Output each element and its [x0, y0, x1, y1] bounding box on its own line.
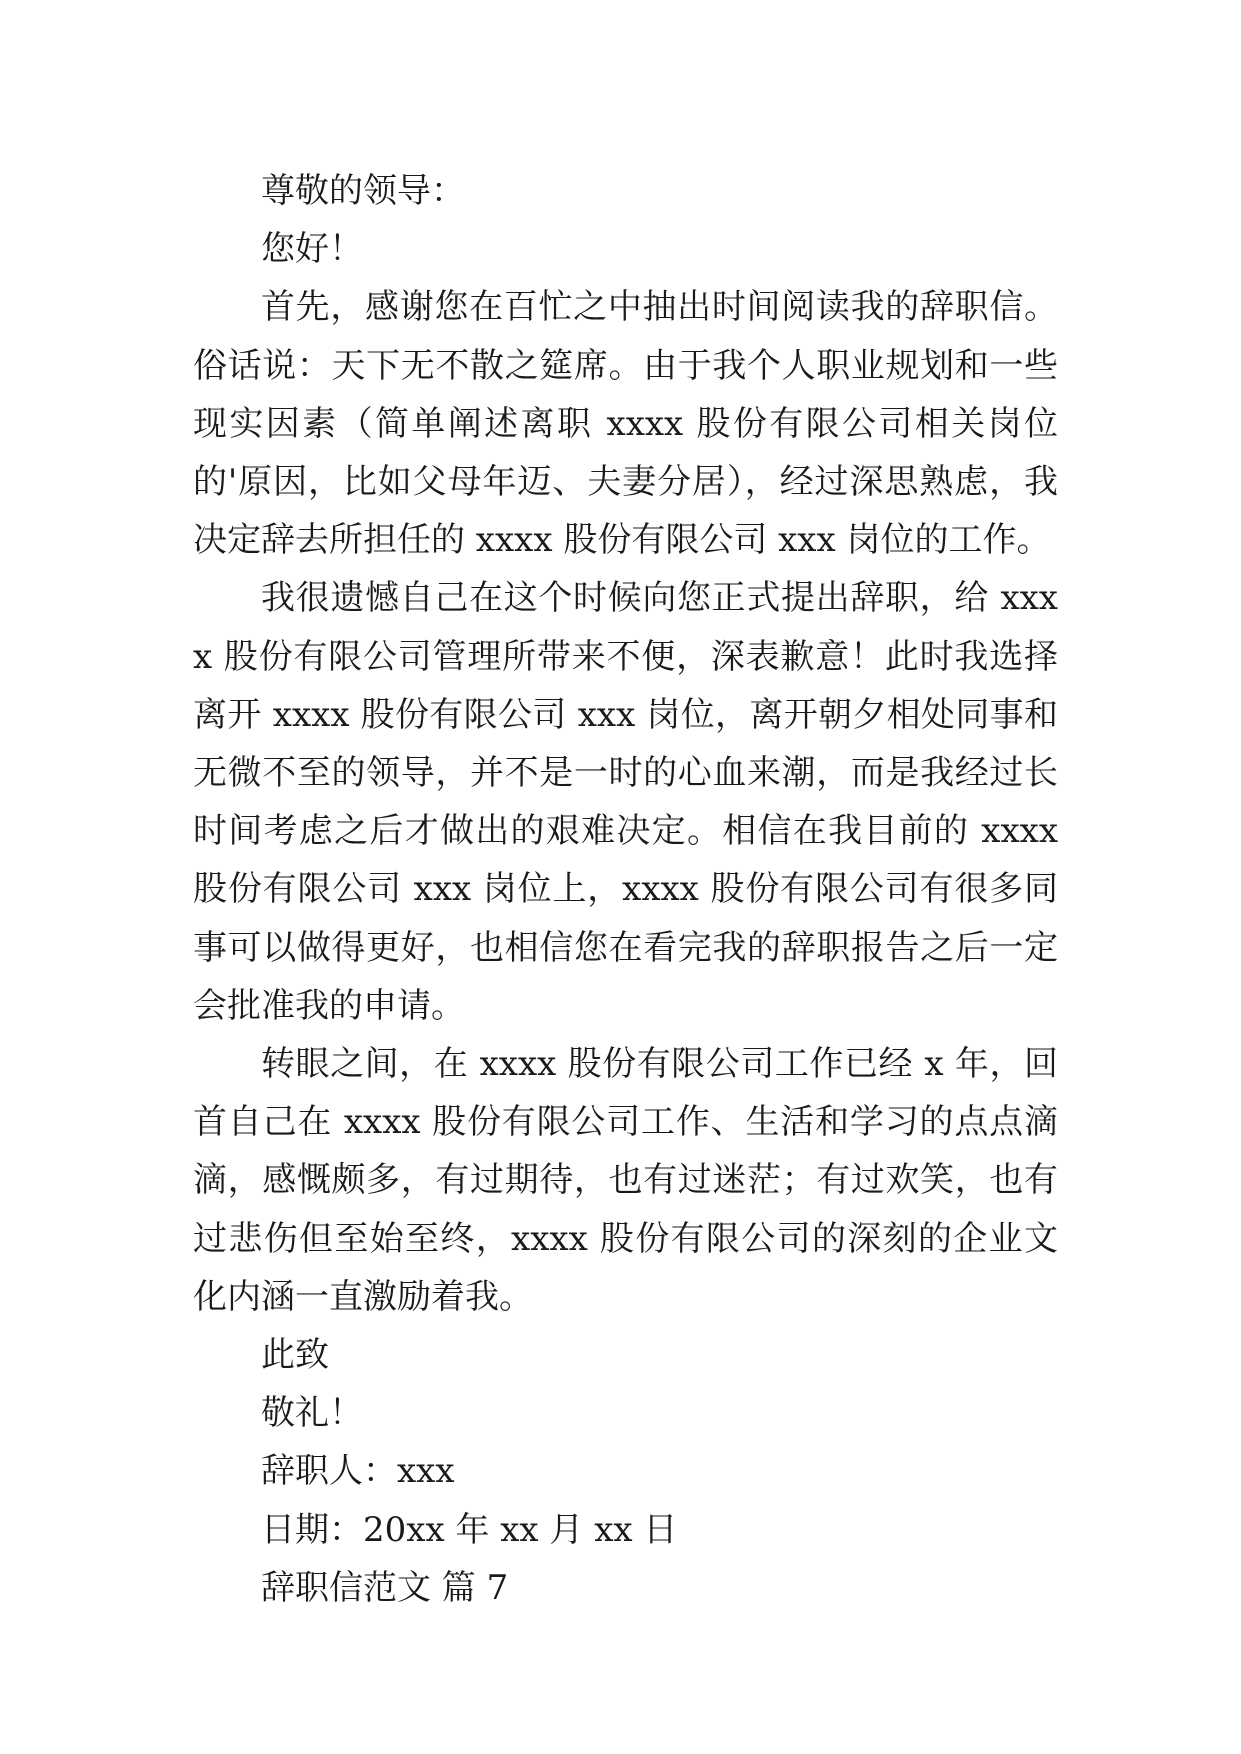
letter-body: [193, 162, 1058, 1617]
closing-line-1: 此致: [261, 1335, 329, 1376]
next-section-heading: 辞职信范文 篇 7: [261, 1567, 509, 1608]
date-line: 日期：20xx 年 xx 月 xx 日: [261, 1509, 678, 1550]
paragraph-2: 我很遗憾自己在这个时候向您正式提出辞职，给 xxxx 股份有限公司管理所带来不便，深表歉意！此时我选择离开 xxxx 股份有限公司 xxx 岗位，离开朝夕相处同事和无微不至的领导，并不是一时的心血来潮，而是我经过长时间考虑之后才做出的艰难决定。相信在我目前的 xxxx 股份有限公司 xxx 岗位上，xxxx 股份有限公司有很多同事可以做得更好，也相信您在看完我的辞职报告之后一定会批准我的申请。: [193, 578, 1058, 1026]
salutation: 尊敬的领导：: [261, 171, 465, 211]
signer-line: 辞职人：xxx: [261, 1451, 455, 1492]
paragraph-1: 首先，感谢您在百忙之中抽出时间阅读我的辞职信。俗话说：天下无不散之筵席。由于我个人职业规划和一些现实因素（简单阐述离职 xxxx 股份有限公司相关岗位的'原因，比如父母年迈、夫妻分居），经过深思熟虑，我决定辞去所担任的 xxxx 股份有限公司 xxx 岗位的工作。: [193, 287, 1058, 561]
paragraph-3: 转眼之间，在 xxxx 股份有限公司工作已经 x 年，回首自己在 xxxx 股份有限公司工作、生活和学习的点点滴滴，感慨颇多，有过期待，也有过迷茫；有过欢笑，也有过悲伤但至始至终，xxxx 股份有限公司的深刻的企业文化内涵一直激励着我。: [193, 1044, 1058, 1317]
closing-line-2: 敬礼！: [261, 1393, 363, 1434]
greeting: 您好！: [261, 229, 363, 270]
